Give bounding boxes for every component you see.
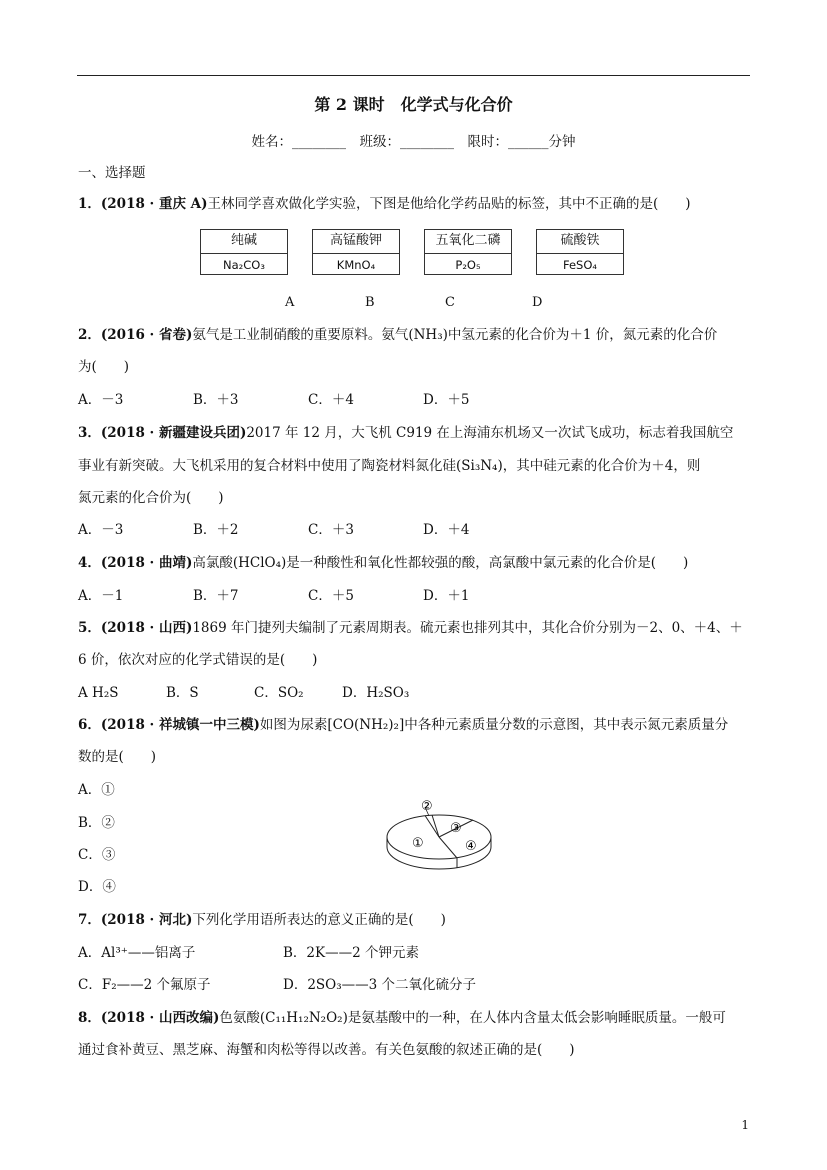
question-8 [78, 1008, 726, 1028]
q6-option-a[interactable]: A．① [78, 782, 115, 798]
q7-source: 7．(2018 · 河北) [78, 912, 193, 928]
q5-line1: 1869 年门捷列夫编制了元素周期表。硫元素也排列其中，其化合价分别为－2、0、＋4、＋ [192, 620, 743, 636]
label-c [424, 229, 512, 275]
top-rule [77, 75, 750, 76]
q3-source: 3．(2018 · 新疆建设兵团) [78, 425, 247, 441]
q2-source: 2．(2016 · 省卷) [78, 327, 193, 343]
label-c-formula: P₂O₅ [455, 258, 481, 272]
label-a-letter: A [285, 295, 295, 310]
q7-options-row1 [78, 943, 419, 963]
page-number: 1 [741, 1118, 749, 1132]
q2-option-d[interactable]: D．＋5 [423, 392, 470, 408]
pie-label-2: ② [421, 799, 433, 814]
q3-option-a[interactable]: A．－3 [78, 522, 124, 538]
q2-option-c[interactable]: C．＋4 [308, 392, 354, 408]
label-d-formula: FeSO₄ [562, 258, 598, 272]
pie-diagram [385, 795, 495, 875]
q3-option-c[interactable]: C．＋3 [308, 522, 354, 538]
q4-option-d[interactable]: D．＋1 [423, 588, 470, 604]
q1-source: 1．(2018 · 重庆 A) [78, 196, 208, 212]
question-6 [78, 715, 728, 735]
q7-option-b[interactable]: B．2K——2 个钾元素 [283, 945, 419, 961]
q4-option-c[interactable]: C．＋5 [308, 588, 354, 604]
q7-option-c[interactable]: C．F₂——2 个氟原子 [78, 977, 211, 993]
question-7 [78, 910, 446, 930]
q5-source: 5．(2018 · 山西) [78, 620, 193, 636]
q5-line2: 6 价，依次对应的化学式错误的是( ) [78, 652, 318, 668]
question-1 [78, 194, 691, 214]
q7-options-row2 [78, 975, 476, 995]
question-4 [78, 553, 688, 573]
q3-line2: 事业有新突破。大飞机采用的复合材料中使用了陶瓷材料氮化硅(Si₃N₄)，其中硅元素的化合价为＋4，则 [78, 458, 701, 474]
q4-option-a[interactable]: A．－1 [78, 588, 124, 604]
q6-source: 6．(2018 · 祥城镇一中三模) [78, 717, 260, 733]
label-b-formula: KMnO₄ [336, 258, 376, 272]
q6-line1: 如图为尿素[CO(NH₂)₂]中各种元素质量分数的示意图，其中表示氮元素质量分 [259, 717, 729, 733]
q6-option-c[interactable]: C．③ [78, 847, 116, 863]
q5-option-b[interactable]: B．S [166, 685, 199, 701]
q3-option-d[interactable]: D．＋4 [423, 522, 470, 538]
q6-option-b[interactable]: B．② [78, 815, 115, 831]
section-heading: 一、选择题 [78, 165, 146, 181]
label-a-formula: Na₂CO₃ [223, 258, 265, 272]
label-d-name: 硫酸铁 [537, 230, 623, 254]
student-info: 姓名：________ 班级：________ 限时：______分钟 [251, 134, 576, 150]
q8-source: 8．(2018 · 山西改编) [78, 1010, 220, 1026]
label-d-letter: D [532, 295, 543, 310]
question-5 [78, 618, 743, 638]
q5-option-d[interactable]: D．H₂SO₃ [342, 685, 410, 701]
q2-line2: 为( ) [78, 359, 130, 375]
q2-line1: 氨气是工业制硝酸的重要原料。氨气(NH₃)中氢元素的化合价为＋1 价，氮元素的化合价 [192, 327, 718, 343]
q8-line2: 通过食补黄豆、黑芝麻、海蟹和肉松等得以改善。有关色氨酸的叙述正确的是( ) [78, 1042, 575, 1058]
q7-text: 下列化学用语所表达的意义正确的是( ) [192, 912, 446, 928]
q2-option-a[interactable]: A．－3 [78, 392, 124, 408]
q8-line1: 色氨酸(C₁₁H₁₂N₂O₂)是氨基酸中的一种，在人体内含量太低会影响睡眠质量。一般可 [219, 1010, 726, 1026]
q3-option-b[interactable]: B．＋2 [193, 522, 239, 538]
question-2 [78, 325, 717, 345]
page-title: 第 2 课时 化学式与化合价 [314, 95, 513, 114]
pie-label-4: ④ [465, 839, 477, 854]
q4-options [78, 586, 469, 606]
q6-line2: 数的是( ) [78, 749, 157, 765]
q3-line3: 氮元素的化合价为( ) [78, 490, 224, 506]
label-c-letter: C [445, 295, 455, 310]
q6-option-d[interactable]: D．④ [78, 879, 116, 895]
q1-text: 王林同学喜欢做化学实验，下图是他给化学药品贴的标签，其中不正确的是( ) [207, 196, 691, 212]
label-a-name: 纯碱 [201, 230, 287, 254]
question-3 [78, 423, 733, 443]
label-d [536, 229, 624, 275]
label-b-name: 高锰酸钾 [313, 230, 399, 254]
q4-source: 4．(2018 · 曲靖) [78, 555, 193, 571]
label-b [312, 229, 400, 275]
label-a [200, 229, 288, 275]
pie-label-1: ① [412, 836, 424, 851]
label-c-name: 五氧化二磷 [425, 230, 511, 254]
q5-options [78, 683, 409, 703]
q2-option-b[interactable]: B．＋3 [193, 392, 239, 408]
label-b-letter: B [365, 295, 375, 310]
q3-line1: 2017 年 12 月，大飞机 C919 在上海浦东机场又一次试飞成功，标志着我国航空 [246, 425, 734, 441]
q2-options [78, 390, 469, 410]
q5-option-c[interactable]: C．SO₂ [254, 685, 304, 701]
q4-option-b[interactable]: B．＋7 [193, 588, 239, 604]
q3-options [78, 520, 469, 540]
q7-option-d[interactable]: D．2SO₃——3 个二氧化硫分子 [283, 977, 477, 993]
q5-option-a[interactable]: A H₂S [78, 685, 119, 701]
pie-label-3: ③ [450, 821, 462, 836]
q7-option-a[interactable]: A．Al³⁺——铝离子 [78, 945, 196, 961]
q4-text: 高氯酸(HClO₄)是一种酸性和氧化性都较强的酸，高氯酸中氯元素的化合价是( ) [192, 555, 689, 571]
